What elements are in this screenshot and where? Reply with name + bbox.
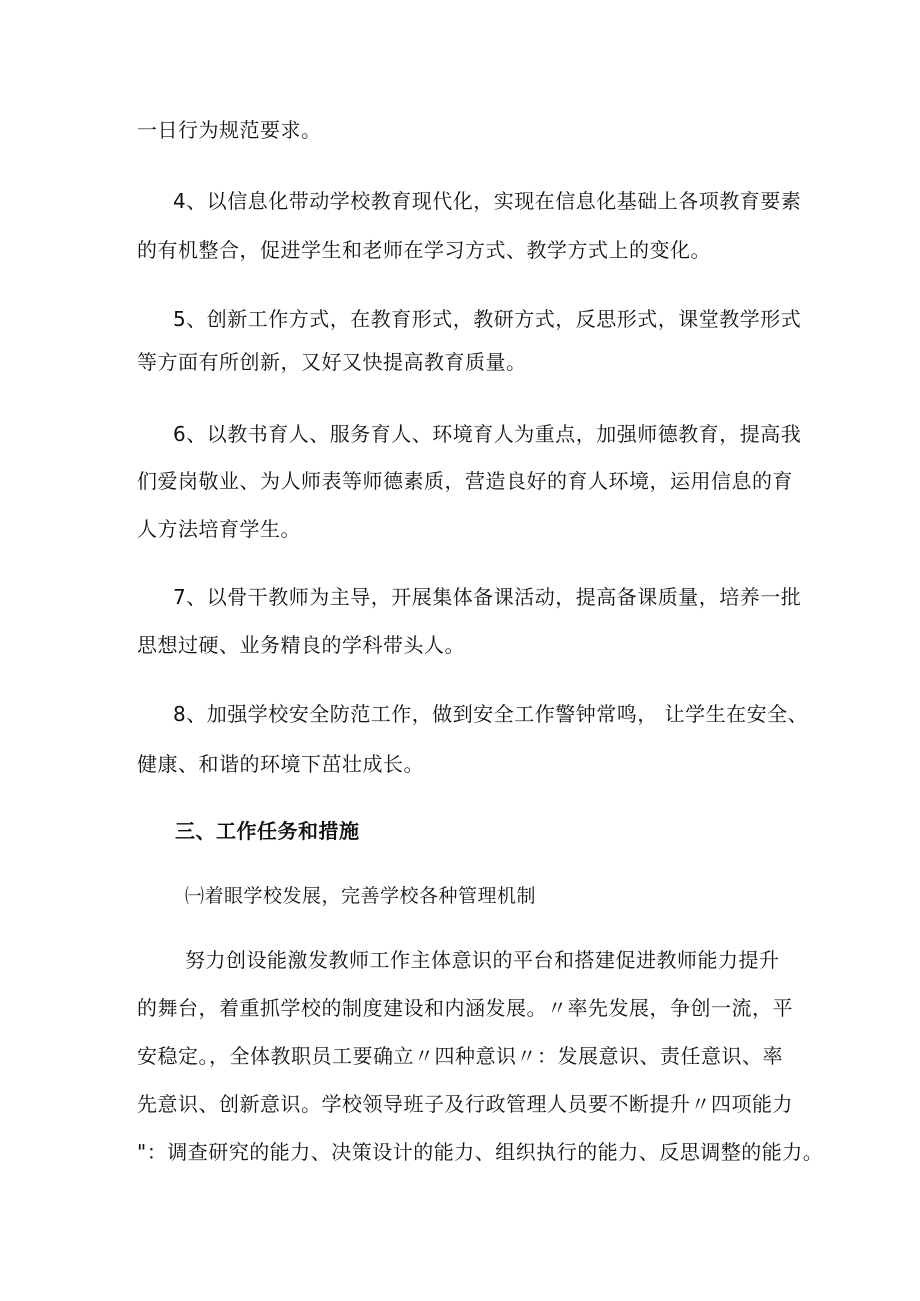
paragraph-line: "：调查研究的能力、决策设计的能力、组织执行的能力、反思调整的能力。 — [137, 1140, 824, 1164]
subsection-heading: ㈠着眼学校发展，完善学校各种管理机制 — [185, 885, 537, 907]
paragraph-line: 7、以骨干教师为主导，开展集体备课活动，提高备课质量，培养一批 — [173, 585, 802, 609]
paragraph-line: 的舞台，着重抓学校的制度建设和内涵发展。〃率先发展，争创一流，平 — [137, 996, 793, 1020]
paragraph-line: 4、以信息化带动学校教育现代化，实现在信息化基础上各项教育要素 — [173, 189, 802, 213]
paragraph-line: 8、加强学校安全防范工作，做到安全工作警钟常鸣， 让学生在安全、 — [173, 702, 809, 726]
paragraph-line: 健康、和谐的环境下茁壮成长。 — [137, 752, 424, 776]
paragraph-line: 6、以教书育人、服务育人、环境育人为重点，加强师德教育，提高我 — [173, 422, 802, 446]
paragraph-line: 努力创设能激发教师工作主体意识的平台和搭建促进教师能力提升 — [185, 948, 780, 972]
paragraph-line: 5、创新工作方式，在教育形式，教研方式，反思形式，课堂教学形式 — [173, 307, 802, 331]
paragraph-line: 人方法培育学生。 — [137, 517, 301, 541]
paragraph-line: 一日行为规范要求。 — [137, 118, 322, 142]
paragraph-line: 先意识、创新意识。学校领导班子及行政管理人员要不断提升〃四项能力 — [137, 1092, 793, 1116]
paragraph-line: 安稳定。，全体教职员工要确立〃四种意识〃：发展意识、责任意识、率 — [137, 1044, 783, 1068]
section-heading: 三、工作任务和措施 — [175, 819, 360, 843]
paragraph-line: 们爱岗敬业、为人师表等师德素质，营造良好的育人环境，运用信息的育 — [137, 469, 793, 493]
paragraph-line: 思想过硬、业务精良的学科带头人。 — [137, 633, 465, 657]
paragraph-line: 等方面有所创新，又好又快提高教育质量。 — [137, 350, 527, 374]
paragraph-line: 的有机整合，促进学生和老师在学习方式、教学方式上的变化。 — [137, 238, 711, 262]
